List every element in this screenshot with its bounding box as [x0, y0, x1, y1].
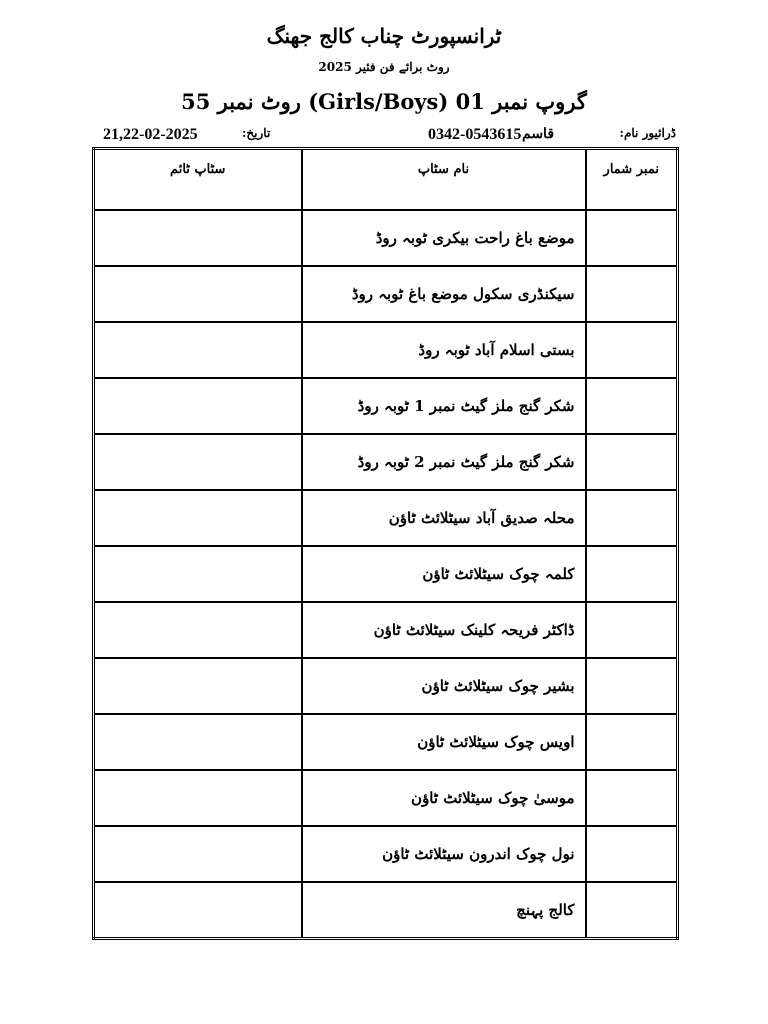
stop-name-cell: سیکنڈری سکول موضع باغ ٹوبہ روڈ [302, 266, 586, 322]
page-title: ٹرانسپورٹ چناب کالج جھنگ [266, 24, 502, 48]
stop-name-cell: نول چوک اندرون سیٹلائٹ ٹاؤن [302, 826, 586, 882]
group-route-line: گروپ نمبر 01 (Girls/Boys) روٹ نمبر 55 [181, 89, 587, 114]
table-row [94, 770, 678, 826]
header-serial: نمبر شمار [586, 149, 678, 211]
stop-time-cell [94, 378, 302, 434]
stop-time-cell [94, 714, 302, 770]
serial-cell [586, 266, 678, 322]
stop-name-cell: بشیر چوک سیٹلائٹ ٹاؤن [302, 658, 586, 714]
stop-time-cell [94, 770, 302, 826]
table-row [94, 434, 678, 490]
stop-time-cell [94, 322, 302, 378]
stops-table [92, 147, 679, 940]
stop-name-cell: موضع باغ راحت بیکری ٹوبہ روڈ [302, 210, 586, 266]
stop-name-cell: شکر گنج ملز گیٹ نمبر 1 ٹوبہ روڈ [302, 378, 586, 434]
table-row [94, 826, 678, 882]
stop-time-cell [94, 434, 302, 490]
table-row [94, 602, 678, 658]
stop-time-cell [94, 266, 302, 322]
stop-name-cell: کالج پہنچ [302, 882, 586, 939]
driver-name: قاسم [522, 126, 555, 142]
header-stop-time: سٹاپ ٹائم [94, 149, 302, 211]
stop-time-cell [94, 826, 302, 882]
stop-name-cell: محلہ صدیق آباد سیٹلائٹ ٹاؤن [302, 490, 586, 546]
serial-cell [586, 882, 678, 939]
table-row [94, 882, 678, 939]
table-row [94, 378, 678, 434]
table-row [94, 546, 678, 602]
stop-time-cell [94, 490, 302, 546]
serial-cell [586, 602, 678, 658]
serial-cell [586, 322, 678, 378]
stops-table-body [94, 210, 678, 939]
table-row [94, 322, 678, 378]
stop-time-cell [94, 210, 302, 266]
stop-time-cell [94, 658, 302, 714]
stop-name-cell: اویس چوک سیٹلائٹ ٹاؤن [302, 714, 586, 770]
serial-cell [586, 210, 678, 266]
page-subtitle: روٹ برائے فن فئیر 2025 [318, 60, 450, 74]
stop-name-cell: شکر گنج ملز گیٹ نمبر 2 ٹوبہ روڈ [302, 434, 586, 490]
stop-time-cell [94, 546, 302, 602]
driver-label: ڈرائیور نام: [619, 126, 676, 140]
table-row [94, 714, 678, 770]
table-row [94, 490, 678, 546]
stop-name-cell: کلمہ چوک سیٹلائٹ ٹاؤن [302, 546, 586, 602]
stop-name-cell: ڈاکٹر فریحہ کلینک سیٹلائٹ ٹاؤن [302, 602, 586, 658]
serial-cell [586, 490, 678, 546]
header-stop-name: نام سٹاپ [302, 149, 586, 211]
table-row [94, 658, 678, 714]
stop-time-cell [94, 602, 302, 658]
date-label: تاریخ: [242, 126, 271, 140]
date-value: 21,22-02-2025 [103, 126, 198, 143]
serial-cell [586, 826, 678, 882]
table-row [94, 266, 678, 322]
table-header-row [94, 149, 678, 211]
table-row [94, 210, 678, 266]
serial-cell [586, 658, 678, 714]
driver-phone: 0342-0543615 [428, 126, 522, 143]
serial-cell [586, 770, 678, 826]
stop-name-cell: موسیٰ چوک سیٹلائٹ ٹاؤن [302, 770, 586, 826]
stop-name-cell: بستی اسلام آباد ٹوبہ روڈ [302, 322, 586, 378]
serial-cell [586, 714, 678, 770]
serial-cell [586, 378, 678, 434]
stop-time-cell [94, 882, 302, 939]
serial-cell [586, 434, 678, 490]
serial-cell [586, 546, 678, 602]
